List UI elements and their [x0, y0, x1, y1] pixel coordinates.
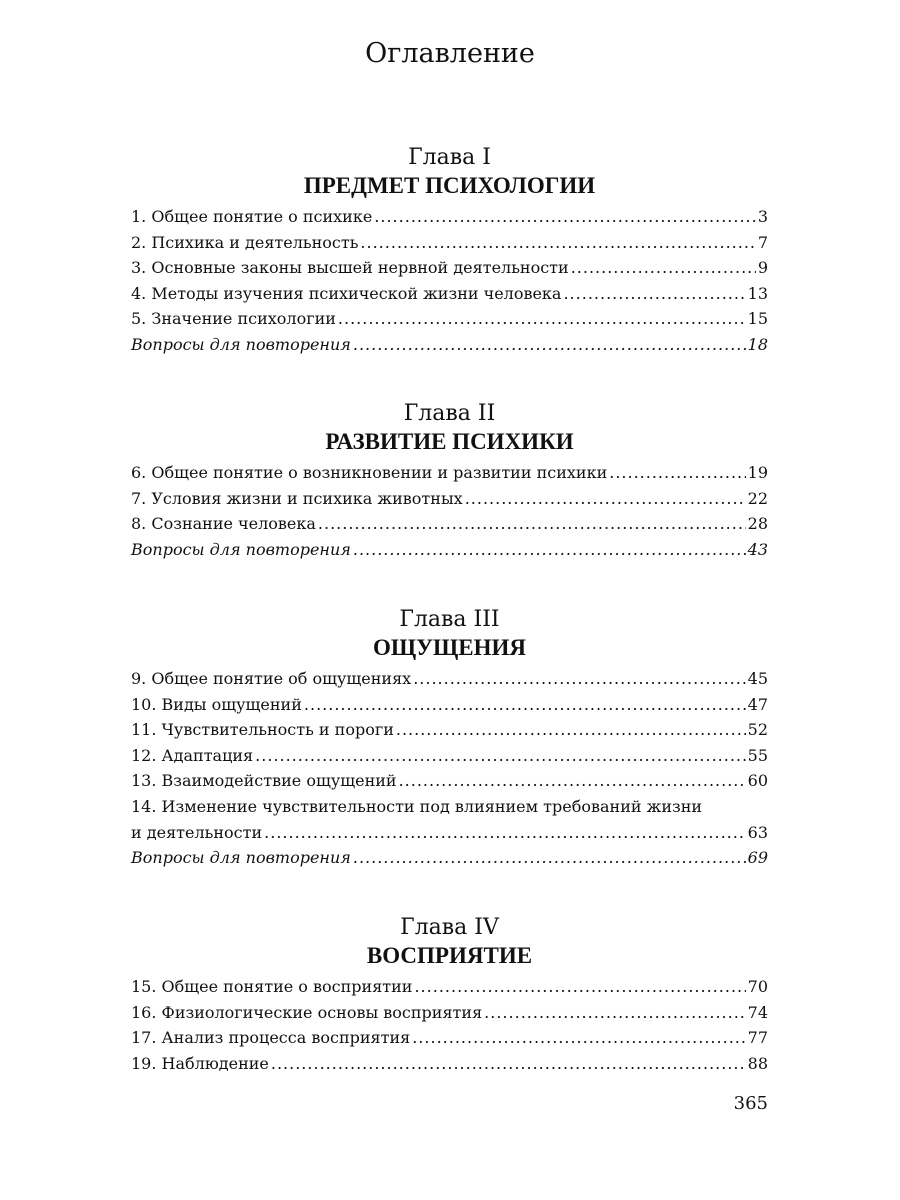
toc-entry-text: 8. Сознание человека [131, 514, 316, 534]
toc-entry-page: 60 [747, 771, 768, 791]
toc-entry-page: 7 [757, 232, 768, 252]
toc-entry-text: 12. Адаптация [131, 745, 254, 765]
toc-entry[interactable] [131, 1025, 768, 1051]
toc-entry[interactable] [131, 1000, 768, 1026]
chapter-title: ОЩУЩЕНИЯ [372, 635, 526, 660]
toc-entry-text: Вопросы для повторения [131, 848, 351, 868]
toc-entry-page: 63 [747, 822, 768, 842]
toc-entry-page: 55 [747, 745, 768, 765]
dot-leader [413, 666, 745, 692]
toc-entry[interactable] [131, 666, 768, 692]
toc-entry-page: 28 [747, 514, 768, 534]
toc-entry-text: и деятельности [131, 822, 263, 842]
page-number: 365 [733, 1093, 768, 1114]
chapter-title: ПРЕДМЕТ ПСИХОЛОГИИ [303, 173, 596, 198]
toc-entry-text: 13. Взаимодействие ощущений [131, 771, 397, 791]
toc-entry-text: 5. Значение психологии [131, 309, 336, 329]
toc-entry[interactable] [131, 460, 768, 486]
toc-entry[interactable] [131, 820, 768, 846]
toc-entry-page: 70 [747, 977, 768, 996]
toc-entry-page: 45 [747, 669, 768, 688]
toc-entry-page: 3 [757, 207, 768, 226]
toc-entry-page: 18 [747, 334, 768, 354]
toc-entry-page: 77 [747, 1028, 768, 1048]
toc-entry-text: 16. Физиологические основы восприятия [131, 1002, 483, 1022]
toc-entry-text: 2. Психика и деятельность [131, 232, 359, 252]
dot-leader [396, 717, 746, 743]
toc-entry[interactable] [131, 306, 768, 332]
toc-entry-page: 88 [747, 1053, 768, 1073]
toc-entry-text: Вопросы для повторения [131, 334, 351, 354]
page-title: Оглавление [365, 38, 535, 69]
dot-leader [609, 460, 745, 486]
toc-entry-text: 7. Условия жизни и психика животных [131, 488, 463, 508]
toc-entry[interactable] [131, 486, 768, 512]
toc-entry-page: 43 [747, 539, 768, 559]
toc-entry-text: 6. Общее понятие о возникновении и развитии психики [131, 463, 608, 482]
chapter-number: Глава IV [400, 915, 499, 940]
dot-leader [338, 306, 746, 332]
toc-entry-page: 22 [747, 488, 768, 508]
toc-entry-text-line1[interactable]: 14. Изменение чувствительности под влиянием требований жизни [131, 796, 703, 816]
toc-entry-page: 47 [747, 694, 768, 714]
toc-entry[interactable] [131, 511, 768, 537]
toc-entry[interactable] [131, 255, 768, 281]
dot-leader [353, 845, 746, 871]
toc-review-entry[interactable] [131, 332, 768, 358]
toc-entry-text: 17. Анализ процесса восприятия [131, 1028, 411, 1048]
toc-entry[interactable] [131, 974, 768, 1000]
dot-leader [271, 1051, 746, 1077]
chapter-number: Глава II [403, 401, 496, 426]
chapter-4 [131, 914, 768, 1076]
toc-review-entry[interactable] [131, 845, 768, 871]
dot-leader [399, 768, 746, 794]
toc-entry[interactable] [131, 768, 768, 794]
dot-leader [412, 1025, 745, 1051]
chapter-title: ВОСПРИЯТИЕ [366, 943, 533, 968]
toc-entry-text: 4. Методы изучения психической жизни человека [131, 283, 562, 303]
chapter-1 [131, 144, 768, 358]
dot-leader [374, 204, 756, 230]
toc-entry[interactable] [131, 692, 768, 718]
toc-entry-text: 11. Чувствительность и пороги [131, 720, 394, 740]
toc-entry-page: 69 [747, 848, 768, 868]
dot-leader [571, 255, 756, 281]
dot-leader [304, 692, 746, 718]
toc-entry-text: 9. Общее понятие об ощущениях [131, 669, 412, 688]
toc-review-entry[interactable] [131, 537, 768, 563]
chapter-number: Глава I [408, 145, 491, 170]
chapter-number: Глава III [399, 607, 500, 632]
toc-entry-page: 52 [747, 720, 768, 740]
dot-leader [484, 1000, 745, 1026]
toc-entry[interactable] [131, 717, 768, 743]
toc-entry[interactable] [131, 743, 768, 769]
toc-entry-text: Вопросы для повторения [131, 539, 351, 559]
toc-entry-text: 19. Наблюдение [131, 1053, 269, 1073]
toc-entry-page: 9 [757, 258, 768, 278]
dot-leader [318, 511, 746, 537]
dot-leader [255, 743, 746, 769]
toc-entry[interactable] [131, 281, 768, 307]
toc-entry-text: 10. Виды ощущений [131, 694, 302, 714]
toc-entry-page: 74 [747, 1002, 768, 1022]
chapter-2 [131, 400, 768, 562]
toc-entry[interactable] [131, 230, 768, 256]
toc-entry-page: 19 [747, 463, 768, 482]
toc-entry[interactable] [131, 204, 768, 230]
dot-leader [465, 486, 746, 512]
dot-leader [353, 537, 746, 563]
toc-entry-text: 3. Основные законы высшей нервной деятельности [131, 258, 569, 278]
chapter-3 [131, 606, 768, 871]
toc-entry[interactable] [131, 1051, 768, 1077]
dot-leader [414, 974, 745, 1000]
toc-entry-text: 1. Общее понятие о психике [131, 207, 373, 226]
toc-entry-page: 13 [747, 283, 768, 303]
dot-leader [353, 332, 746, 358]
toc-entry-page: 15 [747, 309, 768, 329]
chapter-title: РАЗВИТИЕ ПСИХИКИ [325, 429, 574, 454]
dot-leader [264, 820, 746, 846]
dot-leader [563, 281, 745, 307]
dot-leader [360, 230, 755, 256]
toc-entry-text: 15. Общее понятие о восприятии [131, 977, 413, 996]
